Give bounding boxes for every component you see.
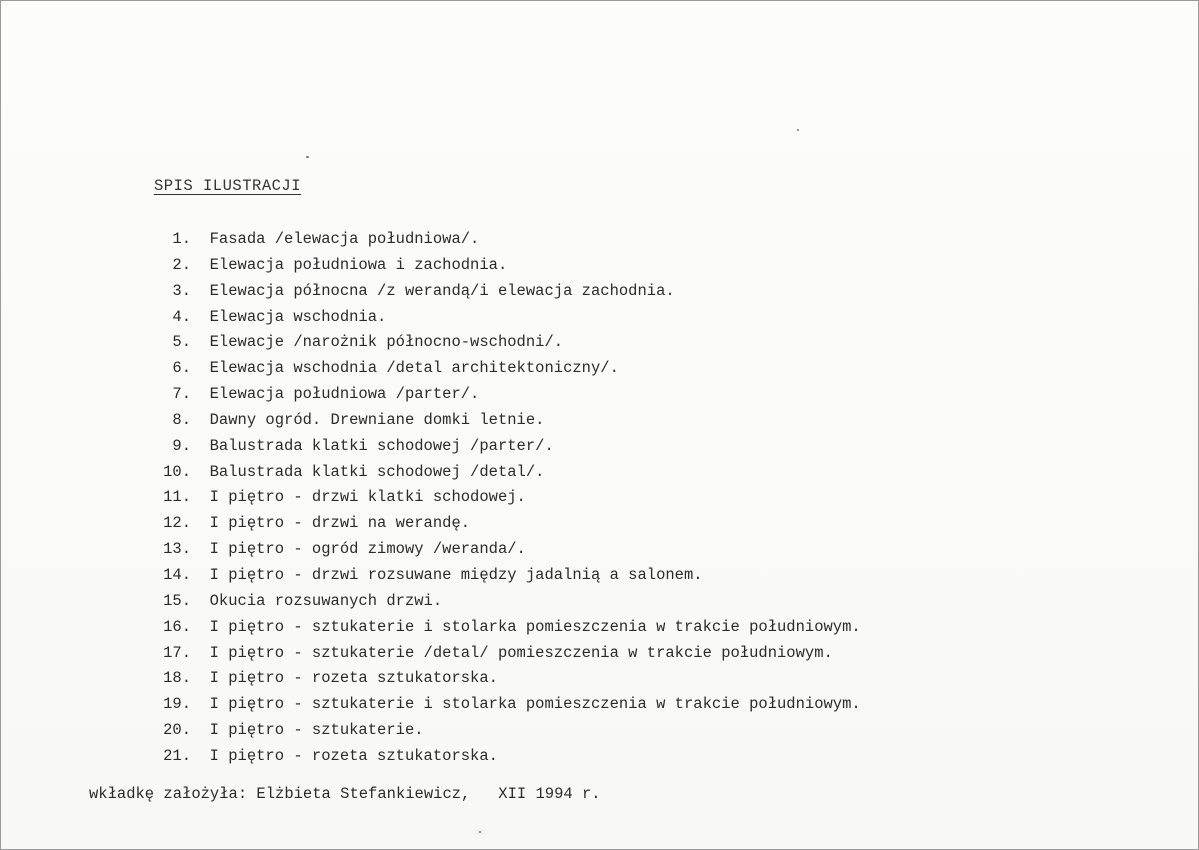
list-item	[141, 513, 861, 539]
list-item	[141, 617, 861, 643]
list-item-text: I piętro - drzwi rozsuwane między jadalnią a salonem.	[209, 565, 703, 584]
list-item	[141, 539, 861, 565]
list-item-gap	[191, 668, 210, 694]
list-item-gap	[191, 384, 210, 410]
list-item-gap	[191, 307, 210, 333]
list-item-gap	[191, 281, 210, 307]
list-item-gap	[191, 565, 210, 591]
list-item-gap	[191, 694, 210, 720]
list-item-gap	[191, 720, 210, 746]
list-item-number: 17.	[163, 643, 191, 662]
list-item	[141, 436, 861, 462]
list-item-gap	[191, 487, 210, 513]
list-item-text: Dawny ogród. Drewniane domki letnie.	[209, 410, 545, 429]
list-item-text: I piętro - sztukaterie i stolarka pomieszczenia w trakcie południowym.	[209, 695, 861, 714]
list-item-text: Elewacje /narożnik północno-wschodni/.	[209, 333, 564, 352]
page-title: SPIS ILUSTRACJI	[154, 177, 302, 195]
list-item-text: Elewacja wschodnia /detal architektoniczny/.	[209, 359, 619, 378]
list-item	[141, 643, 861, 669]
list-item-text: I piętro - drzwi na werandę.	[209, 514, 471, 533]
list-item-number: 7.	[172, 385, 191, 404]
list-item-text: Balustrada klatki schodowej /parter/.	[209, 436, 554, 455]
list-item-text: I piętro - drzwi klatki schodowej.	[209, 488, 526, 507]
list-item-gap	[191, 539, 210, 565]
list-item-number: 5.	[172, 333, 191, 352]
list-item	[141, 358, 861, 384]
list-item-text: I piętro - sztukaterie /detal/ pomieszczenia w trakcie południowym.	[209, 643, 833, 662]
list-item-number: 1.	[172, 230, 191, 248]
list-item-number: 4.	[172, 307, 191, 326]
list-item-gap	[191, 436, 210, 462]
list-item-text: I piętro - ogród zimowy /weranda/.	[209, 540, 526, 559]
list-item-text: I piętro - rozeta sztukatorska.	[209, 669, 498, 688]
paper-speck	[479, 831, 481, 833]
list-item-number: 16.	[163, 617, 191, 636]
list-item	[141, 565, 861, 591]
list-item-number: 3.	[172, 281, 191, 300]
list-item-number: 6.	[172, 359, 191, 378]
list-item	[141, 410, 861, 436]
list-item-text: Elewacja wschodnia.	[209, 307, 387, 326]
list-item-number: 10.	[163, 462, 191, 481]
list-item-number: 14.	[163, 565, 191, 584]
list-item-text: Okucia rozsuwanych drzwi.	[209, 591, 443, 610]
paper-speck	[306, 156, 309, 158]
list-item-number: 20.	[163, 721, 191, 740]
list-item	[141, 229, 861, 255]
list-item-gap	[191, 358, 210, 384]
footer-note: wkładkę założyła: Elżbieta Stefankiewicz, XII 1994 r.	[89, 785, 601, 803]
list-item-text: I piętro - rozeta sztukatorska.	[209, 746, 498, 765]
list-item	[141, 591, 861, 617]
list-item-number: 2.	[172, 255, 191, 274]
list-item-text: Elewacja południowa i zachodnia.	[209, 255, 508, 274]
list-item	[141, 720, 861, 746]
list-item-text: Elewacja południowa /parter/.	[209, 385, 480, 404]
list-item-gap	[191, 591, 210, 617]
list-item	[141, 462, 861, 488]
list-item-gap	[191, 410, 210, 436]
list-item	[141, 307, 861, 333]
list-item-gap	[191, 462, 210, 488]
list-item	[141, 255, 861, 281]
list-item-text: I piętro - sztukaterie.	[209, 721, 424, 740]
illustration-list	[141, 229, 861, 772]
list-item	[141, 746, 861, 772]
list-item-text: Fasada /elewacja południowa/.	[209, 230, 480, 248]
list-item-number: 21.	[163, 746, 191, 765]
list-item-number: 15.	[163, 591, 191, 610]
list-item	[141, 281, 861, 307]
list-item-text: Elewacja północna /z werandą/i elewacja zachodnia.	[209, 281, 675, 300]
list-item-number: 13.	[163, 540, 191, 559]
list-item-number: 19.	[163, 695, 191, 714]
list-item	[141, 668, 861, 694]
list-item-number: 9.	[172, 436, 191, 455]
list-item-gap	[191, 255, 210, 281]
list-item-gap	[191, 643, 210, 669]
list-item-text: I piętro - sztukaterie i stolarka pomieszczenia w trakcie południowym.	[209, 617, 861, 636]
list-item	[141, 332, 861, 358]
list-item-gap	[191, 332, 210, 358]
paper-speck	[797, 129, 799, 131]
list-item	[141, 384, 861, 410]
list-item-gap	[191, 617, 210, 643]
list-item-number: 18.	[163, 669, 191, 688]
list-item-text: Balustrada klatki schodowej /detal/.	[209, 462, 545, 481]
list-item-number: 11.	[163, 488, 191, 507]
list-item-gap	[191, 229, 210, 255]
list-item	[141, 487, 861, 513]
list-item-number: 12.	[163, 514, 191, 533]
list-item-gap	[191, 513, 210, 539]
list-item	[141, 694, 861, 720]
list-item-gap	[191, 746, 210, 772]
list-item-number: 8.	[172, 410, 191, 429]
